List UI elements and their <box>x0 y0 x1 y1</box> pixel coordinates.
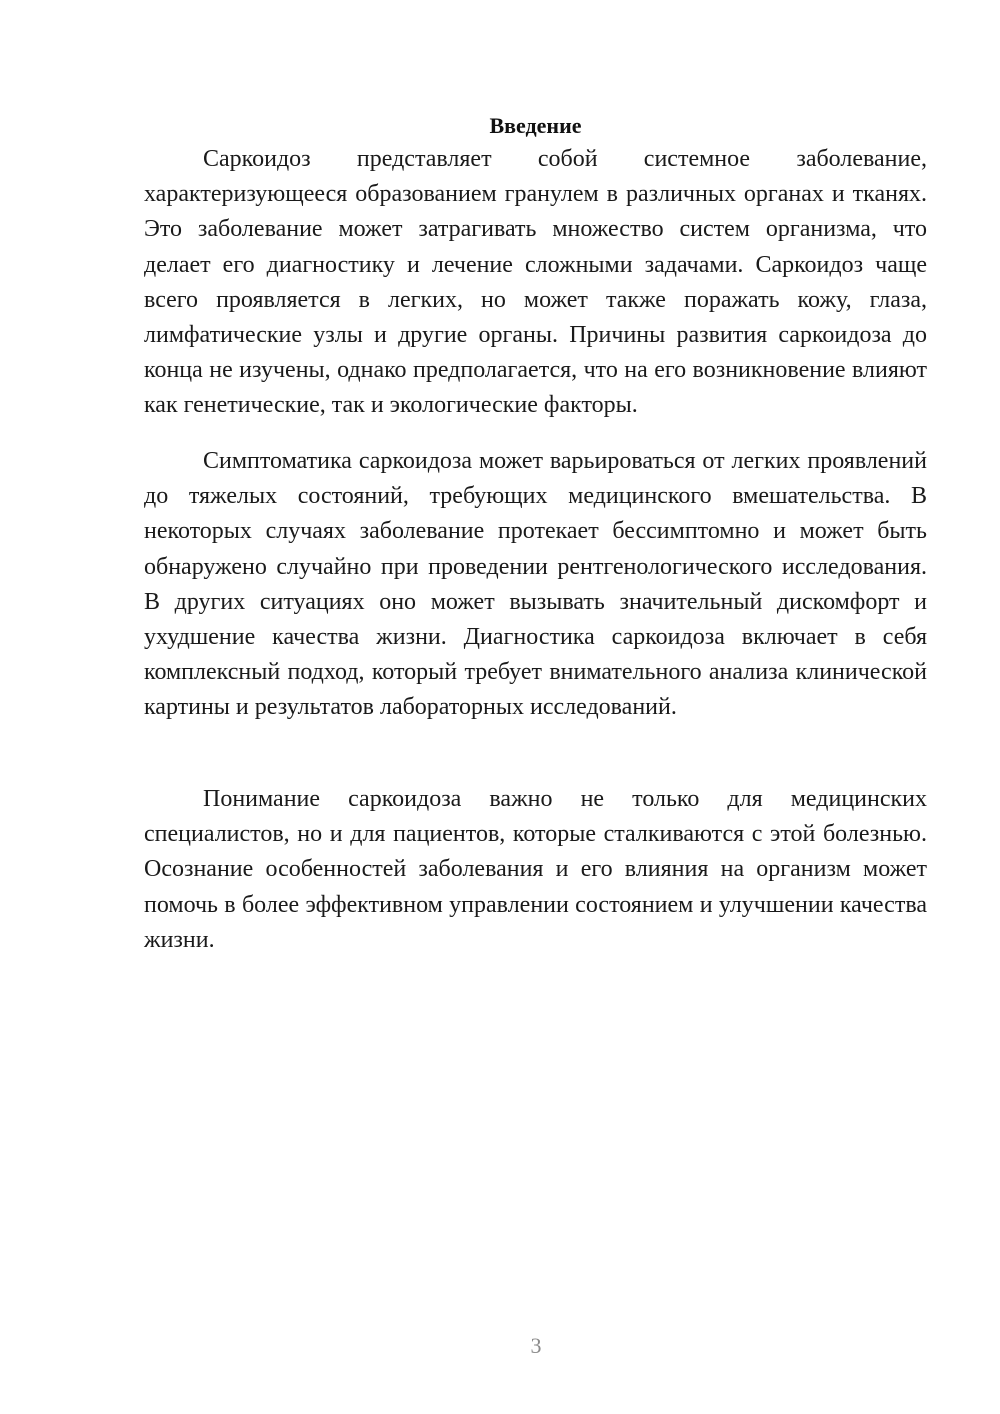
paragraph-1: Саркоидоз представляет собой системное заболевание, характеризующееся образованием гранулем в различных органах и тканях. Это заболевание может затрагивать множество систем организма, что делает его диагностику и лечение сложными задачами. Саркоидоз чаще всего проявляется в легких, но может также поражать кожу, глаза, лимфатические узлы и другие органы. Причины развития саркоидоза до конца не изучены, однако предполагается, что на его возникновение влияют как генетические, так и экологические факторы. <box>144 146 927 419</box>
page-number: 3 <box>530 1333 542 1358</box>
paragraph-2-container <box>144 444 927 726</box>
paragraph-3: Понимание саркоидоза важно не только для медицинских специалистов, но и для пациентов, которые сталкиваются с этой болезнью. Осознание особенностей заболевания и его влияния на организм может помочь в более эффективном управлении состоянием и улучшении качества жизни. <box>144 786 927 953</box>
paragraph-3-container <box>144 782 927 958</box>
section-heading: Введение <box>489 112 582 138</box>
paragraph-2: Симптоматика саркоидоза может варьироваться от легких проявлений до тяжелых состояний, требующих медицинского вмешательства. В некоторых случаях заболевание протекает бессимптомно и может быть обнаружено случайно при проведении рентгенологического исследования. В других ситуациях оно может вызывать значительный дискомфорт и ухудшение качества жизни. Диагностика саркоидоза включает в себя комплексный подход, который требует внимательного анализа клинической картины и результатов лабораторных исследований. <box>144 448 927 721</box>
paragraph-1-container <box>144 142 927 424</box>
